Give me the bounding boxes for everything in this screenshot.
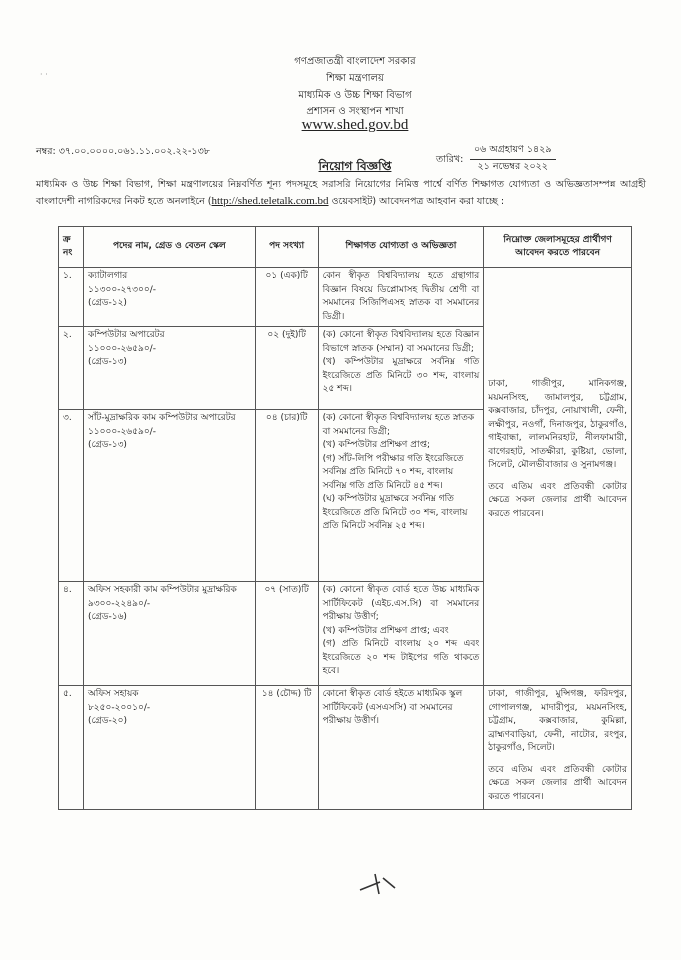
serial: ১. bbox=[59, 268, 84, 327]
table-row bbox=[59, 268, 632, 327]
scan-speck-decoration: · · bbox=[40, 70, 48, 79]
header-division: মাধ্যমিক ও উচ্চ শিক্ষা বিভাগ bbox=[298, 90, 412, 101]
intro-paragraph bbox=[36, 176, 646, 210]
post-count: ১৪ (চৌদ্দ) টি bbox=[255, 686, 318, 810]
intro-text: মাধ্যমিক ও উচ্চ শিক্ষা বিভাগ, শিক্ষা মন্ত্রণালয়ের নিম্নবর্ণিত শূন্য পদসমূহে সরাসরি নিয়োগের নিমিত্ত পার্শ্বে বর্ণিত শিক্ষাগত যোগ্যতা ও অভিজ্ঞতাসম্পন্ন আগ্রহী বাংলাদেশী নাগরিকদের নিকট হতে অনলাইনে ( bbox=[36, 179, 646, 207]
qualification-item: (খ) কম্পিউটার প্রশিক্ষণ প্রাপ্ত; এবং bbox=[322, 625, 449, 636]
serial: ৫. bbox=[59, 686, 84, 810]
post-count: ০২ (দুই)টি bbox=[255, 327, 318, 410]
col-header-serial: ক্র নং bbox=[59, 227, 84, 268]
vacancy-table bbox=[58, 226, 632, 810]
qualification-item: কোন স্বীকৃত বিশ্ববিদ্যালয় হতে গ্রন্থাগার বিজ্ঞান বিষয়ে ডিপ্লোমাসহ দ্বিতীয় শ্রেণী বা সমমানের সিজিপিএসহ স্নাতক বা সমমানের ডিগ্রী। bbox=[322, 271, 480, 322]
post-name: সাঁট-মুদ্রাক্ষরিক কাম কম্পিউটার অপারেটর bbox=[87, 413, 236, 423]
qualification-item: (ক) কোনো স্বীকৃত বোর্ড হতে উচ্চ মাধ্যমিক সার্টিফিকেট (এইচ.এস.সি) বা সমমানের পরীক্ষায় উত্তীর্ণ; bbox=[322, 585, 480, 622]
serial: ৩. bbox=[59, 410, 84, 582]
grade: (গ্রেড-১৩) bbox=[87, 440, 127, 450]
intro-text-end: ওয়েবসাইট) আবেদনপত্র আহবান করা যাচ্ছে : bbox=[328, 196, 505, 207]
post-count: ০৪ (চার)টি bbox=[255, 410, 318, 582]
post-count: ০১ (এক)টি bbox=[255, 268, 318, 327]
serial: ৪. bbox=[59, 582, 84, 686]
qualification-item: (গ) সাঁট-লিপি পরীক্ষার গতি ইংরেজিতে সর্বনিম্ন প্রতি মিনিটে ৭০ শব্দ, বাংলায় সর্বনিম্ন গতি প্রতি মিনিটে ৪৫ শব্দ। bbox=[322, 453, 464, 491]
post-cell bbox=[83, 582, 255, 686]
header-government: গণপ্রজাতন্ত্রী বাংলাদেশ সরকার bbox=[294, 56, 416, 67]
qualification-cell bbox=[318, 686, 484, 810]
post-cell bbox=[83, 686, 255, 810]
qualification-item: (ক) কোনো স্বীকৃত বিশ্ববিদ্যালয় হতে বিজ্ঞান বিভাগে স্নাতক (সম্মান) বা সমমানের ডিগ্রী; bbox=[322, 330, 480, 354]
post-name: অফিস সহায়ক bbox=[87, 689, 139, 699]
header-branch: প্রশাসন ও সংস্থাপন শাখা bbox=[306, 106, 404, 117]
qualification-item: (ক) কোনো স্বীকৃত বিশ্ববিদ্যালয় হতে স্নাতক বা সমমানের ডিগ্রী; bbox=[322, 413, 475, 437]
pay-scale: ১১৩০০-২৭৩০০/- bbox=[87, 284, 156, 295]
date-bangla: ০৬ অগ্রহায়ণ ১৪২৯ bbox=[470, 143, 556, 160]
qualification-cell bbox=[318, 268, 484, 327]
qualification-cell bbox=[318, 410, 484, 582]
post-count: ০৭ (সাত)টি bbox=[255, 582, 318, 686]
table-header-row bbox=[59, 227, 632, 268]
post-name: ক্যাটালগার bbox=[87, 271, 128, 281]
grade: (গ্রেড-১২) bbox=[87, 298, 127, 308]
application-link[interactable]: http://shed.teletalk.com.bd bbox=[211, 195, 329, 207]
pay-scale: ১১০০০-২৬৫৯০/- bbox=[87, 426, 156, 437]
notice-title: নিয়োগ বিজ্ঞপ্তি bbox=[318, 159, 392, 173]
qualification-item: (গ) প্রতি মিনিটে বাংলায় ২০ শব্দ এবং ইংরেজিতে ২০ শব্দ টাইপের গতি থাকতে হবে। bbox=[322, 639, 480, 676]
col-header-post: পদের নাম, গ্রেড ও বেতন স্কেল bbox=[83, 227, 255, 268]
quota-note: তবে এতিম এবং প্রতিবন্ধী কোটার ক্ষেত্রে সকল জেলার প্রার্থী আবেদন করতে পারবেন। bbox=[488, 481, 627, 519]
col-header-districts: নিম্নোক্ত জেলাসমূহের প্রার্থীগণ আবেদন করতে পারবেন bbox=[484, 227, 632, 268]
qualification-cell bbox=[318, 327, 484, 410]
post-cell bbox=[83, 268, 255, 327]
post-cell bbox=[83, 410, 255, 582]
header-ministry: শিক্ষা মন্ত্রণালয় bbox=[326, 73, 384, 84]
qualification-item: (খ) কম্পিউটার মুদ্রাক্ষরে সর্বনিম্ন গতি ইংরেজিতে প্রতি মিনিটে ৩০ শব্দ, বাংলায় ২৫ শব্দ। bbox=[322, 357, 480, 394]
districts-cell-group2 bbox=[484, 686, 632, 810]
table-row bbox=[59, 686, 632, 810]
post-name: কম্পিউটার অপারেটর bbox=[87, 330, 165, 340]
pay-scale: ৮২৫০-২০০১০/- bbox=[87, 702, 151, 713]
memo-number: নম্বর: ৩৭.০০.০০০০.০৬১.১১.০০২.২২-১৩৮ bbox=[36, 146, 210, 157]
post-name: অফিস সহকারী কাম কম্পিউটার মুদ্রাক্ষরিক bbox=[87, 585, 237, 595]
qualification-item: (খ) কম্পিউটার প্রশিক্ষণ প্রাপ্ত; bbox=[322, 440, 430, 450]
qualification-item: (ঘ) কম্পিউটার মুদ্রাক্ষরে সর্বনিম্ন গতি ইংরেজিতে প্রতি মিনিটে ৩০ শব্দ, বাংলায় প্রতি মিনিটে সর্বনিম্ন ২৫ শব্দ। bbox=[322, 494, 468, 531]
col-header-count: পদ সংখ্যা bbox=[255, 227, 318, 268]
pay-scale: ৯৩০০-২২৪৯০/- bbox=[87, 598, 151, 609]
date-label: তারিখ: bbox=[436, 154, 464, 165]
district-list: ঢাকা, গাজীপুর, মুন্সিগঞ্জ, ফরিদপুর, গোপালগঞ্জ, মাদারীপুর, ময়মনসিংহ, চট্টগ্রাম, কক্সবাজার, কুমিল্লা, ব্রাহ্মণবাড়িয়া, ফেনী, নাটোর, রংপুর, ঠাকুরগাঁও, সিলেট। bbox=[488, 689, 627, 753]
districts-cell-group1 bbox=[484, 268, 632, 686]
qualification-item: কোনো স্বীকৃত বোর্ড হইতে মাধ্যমিক স্কুল সার্টিফিকেট (এসএসসি) বা সমমানের পরীক্ষায় উত্তীর্ণ। bbox=[322, 689, 463, 726]
grade: (গ্রেড-২০) bbox=[87, 716, 127, 726]
qualification-cell bbox=[318, 582, 484, 686]
district-list: ঢাকা, গাজীপুর, মানিকগঞ্জ, ময়মনসিংহ, জামালপুর, চট্টগ্রাম, কক্সবাজার, চাঁদপুর, নোয়াখালী, ফেনী, লক্ষীপুর, নওগাঁ, দিনাজপুর, ঠাকুরগাঁও, গাইবান্ধা, লালমনিরহাট, নীলফামারী, বাগেরহাট, সাতক্ষীরা, কুষ্টিয়া, ভোলা, সিলেট, মৌলভীবাজার ও সুনামগঞ্জ। bbox=[488, 379, 627, 470]
signature-mark bbox=[355, 868, 405, 898]
col-header-qualification: শিক্ষাগত যোগ্যতা ও অভিজ্ঞতা bbox=[318, 227, 484, 268]
post-cell bbox=[83, 327, 255, 410]
pay-scale: ১১০০০-২৬৫৯০/- bbox=[87, 343, 156, 354]
header-website-link[interactable]: www.shed.gov.bd bbox=[301, 117, 409, 133]
date-english: ২১ নভেম্বর ২০২২ bbox=[477, 161, 548, 172]
quota-note: তবে এতিম এবং প্রতিবন্ধী কোটার ক্ষেত্রে সকল জেলার প্রার্থী আবেদন করতে পারবেন। bbox=[488, 764, 627, 802]
serial: ২. bbox=[59, 327, 84, 410]
grade: (গ্রেড-১৬) bbox=[87, 612, 127, 622]
grade: (গ্রেড-১৩) bbox=[87, 357, 127, 367]
